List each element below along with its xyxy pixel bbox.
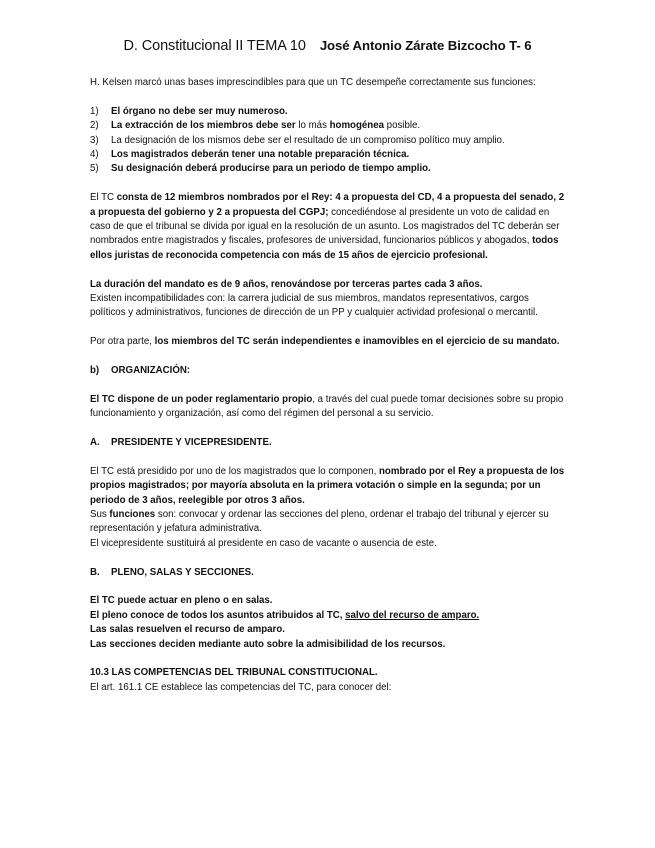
incompatibilities-paragraph: Existen incompatibilidades con: la carrera judicial de sus miembros, mandatos representativos, cargos políticos y administrativos, funciones de dirección de un PP y cualquier actividad profesional o mercantil. [90, 293, 538, 319]
organization-paragraph [90, 393, 565, 422]
pleno-line: El TC puede actuar en pleno o en salas. [90, 595, 273, 607]
section-label: b) [90, 365, 100, 377]
section-heading-competencias: 10.3 LAS COMPETENCIAS DEL TRIBUNAL CONSTITUCIONAL. [90, 667, 378, 679]
independence-text: los miembros del TC serán independientes e inamovibles en el ejercicio de su mandato. [154, 336, 560, 348]
list-text: El órgano no debe ser muy numeroso. [111, 105, 288, 117]
list-item [90, 134, 565, 148]
organization-text: El TC dispone de un poder reglamentario propio [90, 393, 313, 405]
list-number: 1) [90, 105, 99, 117]
list-text: posible. [383, 120, 421, 132]
section-title: PRESIDENTE Y VICEPRESIDENTE. [111, 437, 272, 449]
pleno-line [90, 609, 565, 623]
list-number: 2) [90, 120, 99, 132]
author-line: José Antonio Zárate Bizcocho T- 6 [319, 38, 532, 53]
list-text: La designación de los mismos debe ser el resultado de un compromiso político muy amplio. [111, 134, 505, 146]
section-title: PLENO, SALAS Y SECCIONES. [111, 566, 254, 578]
president-paragraph [90, 465, 565, 508]
list-item [90, 148, 565, 162]
functions-text: funciones [109, 509, 156, 521]
document-title: D. Constitucional II TEMA 10 [123, 38, 306, 54]
section-heading-organization [90, 364, 565, 378]
page-title [0, 38, 655, 54]
president-text: El TC está presidido por uno de los magistrados que lo componen, [90, 465, 379, 477]
section-label: A. [90, 437, 100, 449]
mandate-paragraph: La duración del mandato es de 9 años, renovándose por terceras partes cada 3 años. [90, 278, 483, 290]
functions-paragraph [90, 508, 565, 537]
list-item [90, 162, 565, 176]
list-text: Los magistrados deberán tener una notable preparación técnica. [111, 149, 410, 161]
list-text: Su designación deberá producirse para un periodo de tiempo amplio. [111, 163, 431, 175]
list-number: 3) [90, 134, 99, 146]
salas-line: Las salas resuelven el recurso de amparo. [90, 624, 285, 636]
organization-text: , a través del cual puede tomar decisiones sobre su propio funcionamiento y organización, así como del régimen del personal a su servicio. [90, 393, 564, 420]
list-text: homogénea [329, 120, 384, 132]
functions-text: Sus [90, 509, 110, 521]
composition-text: consta de 12 miembros nombrados por el Rey: 4 a propuesta del CD, 4 a propuesta del senado, 2 a propuesta del gobierno y 2 a propuesta del CGPJ; [90, 192, 565, 218]
section-heading-pleno [90, 566, 565, 580]
intro-paragraph: H. Kelsen marcó unas bases imprescindibles para que un TC desempeñe correctamente sus funciones: [90, 77, 536, 88]
secciones-line: Las secciones deciden mediante auto sobre la admisibilidad de los recursos. [90, 638, 446, 650]
list-number: 4) [90, 149, 99, 161]
composition-text: todos ellos juristas de reconocida competencia con más de 15 años de ejercicio profesional. [90, 235, 559, 261]
vicepresident-paragraph: El vicepresidente sustituirá al presidente en caso de vacante o ausencia de este. [90, 537, 437, 549]
independence-text: Por otra parte, [90, 336, 155, 348]
art-paragraph: El art. 161.1 CE establece las competencias del TC, para conocer del: [90, 681, 392, 693]
list-number: 5) [90, 163, 99, 175]
composition-text: concediéndose al presidente un voto de calidad en caso de que el tribunal se divida por igual en la resolución de un asunto. Los magistrados del TC deberán ser nombrados entre magistrados y fiscales, profesores de universidad, funcionarios públicos y abogados, [90, 206, 560, 247]
document-body [90, 76, 565, 695]
kelsen-list [90, 105, 565, 177]
functions-text: son: convocar y ordenar las secciones del pleno, ordenar el trabajo del tribunal y ejercer su representación y jefatura administrativa. [90, 509, 549, 535]
independence-paragraph [90, 335, 565, 349]
list-item [90, 119, 565, 133]
list-item [90, 105, 565, 119]
pleno-text: El pleno conoce de todos los asuntos atribuidos al TC, [90, 609, 346, 621]
list-text: lo más [295, 120, 330, 132]
section-label: B. [90, 566, 100, 578]
section-title: ORGANIZACIÓN: [111, 365, 191, 377]
section-heading-president [90, 436, 565, 450]
list-text: La extracción de los miembros debe ser [111, 120, 296, 132]
composition-text: El TC [90, 192, 117, 204]
president-text: nombrado por el Rey a propuesta de los propios magistrados; por mayoría absoluta en la primera votación o simple en la segunda; por un periodo de 3 años, reelegible por otros 3 años. [90, 465, 565, 506]
pleno-underlined-text: salvo del recurso de amparo. [345, 609, 480, 621]
composition-paragraph [90, 191, 565, 263]
